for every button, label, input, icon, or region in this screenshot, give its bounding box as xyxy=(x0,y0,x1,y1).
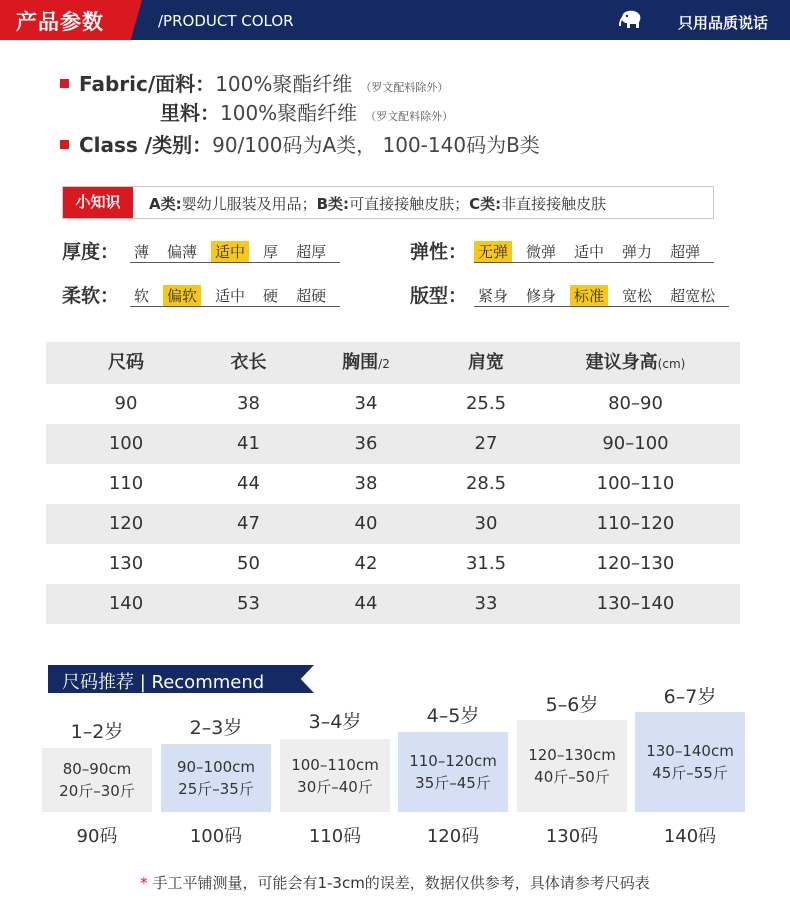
footnote-star: * xyxy=(140,874,148,892)
table-cell: 110–120 xyxy=(596,513,675,534)
lining-note: （罗文配料除外） xyxy=(365,110,454,123)
attr-option: 弹力 xyxy=(622,243,653,261)
attr-option: 薄 xyxy=(134,243,150,261)
header-chest-suffix: /2 xyxy=(378,357,390,371)
attr-option: 超宽松 xyxy=(670,287,716,305)
knowledge-text xyxy=(149,193,606,214)
recommend-age: 6–7岁 xyxy=(663,686,717,708)
recommend-size: 120码 xyxy=(426,826,480,847)
header-size: 尺码 xyxy=(108,352,144,373)
header-subtitle: /PRODUCT COLOR xyxy=(158,12,294,30)
footnote xyxy=(0,872,790,893)
knowledge-tag: 小知识 xyxy=(63,187,133,218)
red-bullet-icon xyxy=(60,140,69,149)
class-key: Class /类别： xyxy=(79,133,213,157)
table-cell: 50 xyxy=(237,553,260,574)
recommend-weight: 35斤–45斤 xyxy=(415,774,491,792)
table-cell: 130–140 xyxy=(596,593,675,614)
table-cell: 42 xyxy=(354,553,378,574)
attr-option: 宽松 xyxy=(622,287,653,305)
fabric-value: 100%聚酯纤维 xyxy=(215,72,353,96)
table-cell: 120 xyxy=(108,513,144,534)
table-cell: 25.5 xyxy=(465,393,507,414)
recommend-age: 3–4岁 xyxy=(308,711,362,733)
table-cell: 36 xyxy=(354,433,378,454)
table-cell: 30 xyxy=(474,513,498,534)
table-cell: 38 xyxy=(237,393,260,414)
header-length: 衣长 xyxy=(230,352,267,373)
elephant-icon xyxy=(618,9,644,31)
class-c-key: C类: xyxy=(469,195,502,213)
table-row xyxy=(46,544,740,584)
attr-option: 无弹 xyxy=(474,241,512,262)
recommend-age: 2–3岁 xyxy=(189,717,243,739)
recommend-size: 140码 xyxy=(663,826,717,847)
table-cell: 110 xyxy=(108,473,144,494)
lining-value: 100%聚酯纤维 xyxy=(220,101,358,125)
recommend-size: 90码 xyxy=(76,826,118,847)
recommend-age: 4–5岁 xyxy=(426,705,480,727)
header-chest-label: 胸围 xyxy=(342,352,379,373)
attr-option: 紧身 xyxy=(478,287,509,305)
attr-option: 超硬 xyxy=(296,287,327,305)
recommend-size: 130码 xyxy=(545,826,599,847)
attr-label: 厚度： xyxy=(62,241,120,263)
footnote-text: 手工平铺测量，可能会有1-3cm的误差，数据仅供参考，具体请参考尺码表 xyxy=(147,874,650,892)
attr-option: 适中 xyxy=(574,243,605,261)
table-cell: 90–100 xyxy=(602,433,669,454)
table-cell: 34 xyxy=(354,393,378,414)
recommend-age: 5–6岁 xyxy=(545,694,599,716)
knowledge-box xyxy=(62,186,714,219)
table-body xyxy=(46,384,740,624)
fabric-line xyxy=(60,68,448,97)
attr-option: 微弹 xyxy=(526,243,557,261)
attr-label: 柔软： xyxy=(62,285,120,307)
header-title: 产品参数 xyxy=(16,10,104,34)
fabric-key: Fabric/面料： xyxy=(79,72,216,96)
recommend-box xyxy=(42,748,152,812)
recommend-title: 尺码推荐 | Recommend xyxy=(62,672,265,693)
class-b-key: B类: xyxy=(316,195,350,213)
recommend-box xyxy=(161,744,271,812)
recommend-height: 110–120cm xyxy=(409,752,497,770)
recommend-size: 100码 xyxy=(189,826,243,847)
table-cell: 44 xyxy=(237,473,260,494)
recommend-size: 110码 xyxy=(308,826,362,847)
class-line xyxy=(60,129,540,158)
table-row xyxy=(46,464,740,504)
recommend-box xyxy=(398,732,508,812)
recommend-weight: 20斤–30斤 xyxy=(59,782,135,800)
recommend-age: 1–2岁 xyxy=(70,721,124,743)
recommend-height: 130–140cm xyxy=(646,742,734,760)
attr-option: 厚 xyxy=(263,243,279,261)
table-cell: 40 xyxy=(354,513,378,534)
header-bar xyxy=(0,0,790,40)
table-row xyxy=(46,584,740,624)
size-table xyxy=(46,342,740,624)
header-height-label: 建议身高 xyxy=(585,352,658,373)
table-cell: 100 xyxy=(108,433,144,454)
header-slogan: 只用品质说话 xyxy=(677,14,768,32)
attr-option: 超弹 xyxy=(670,243,701,261)
table-header-row xyxy=(46,342,740,384)
recommend-weight: 45斤–55斤 xyxy=(652,764,728,782)
table-cell: 80–90 xyxy=(608,393,663,414)
table-cell: 28.5 xyxy=(465,473,507,494)
table-cell: 100–110 xyxy=(596,473,675,494)
table-cell: 47 xyxy=(237,513,260,534)
attr-option: 软 xyxy=(134,287,150,305)
attr-label: 弹性： xyxy=(410,241,468,263)
recommend-box xyxy=(635,712,745,812)
recommend-box xyxy=(280,739,390,812)
table-cell: 90 xyxy=(114,393,138,414)
class-value: 90/100码为A类， 100-140码为B类 xyxy=(212,133,540,157)
attr-option: 偏薄 xyxy=(167,243,198,261)
recommend-weight: 30斤–40斤 xyxy=(297,777,373,796)
recommend-height: 120–130cm xyxy=(528,746,616,764)
table-row xyxy=(46,384,740,424)
attr-options xyxy=(130,241,340,263)
attr-options xyxy=(474,285,729,307)
lining-key: 里料： xyxy=(160,101,220,125)
recommend-height: 80–90cm xyxy=(62,760,132,778)
header-shoulder: 肩宽 xyxy=(468,352,504,373)
table-cell: 33 xyxy=(474,593,498,614)
attr-option: 修身 xyxy=(526,287,557,305)
recommend-height: 90–100cm xyxy=(176,758,256,776)
table-cell: 41 xyxy=(237,433,260,454)
class-a-key: A类: xyxy=(149,195,182,213)
recommend-weight: 40斤–50斤 xyxy=(534,768,610,786)
attr-option: 适中 xyxy=(215,287,246,305)
table-cell: 31.5 xyxy=(465,553,507,574)
attr-option: 硬 xyxy=(263,287,279,305)
header-chest xyxy=(291,342,441,384)
recommend-weight: 25斤–35斤 xyxy=(178,780,254,798)
lining-line xyxy=(160,97,453,126)
table-cell: 53 xyxy=(237,593,260,614)
table-row xyxy=(46,504,740,544)
red-bullet-icon xyxy=(60,79,69,88)
attr-option: 超厚 xyxy=(296,243,327,261)
attr-option: 适中 xyxy=(211,241,249,262)
table-cell: 130 xyxy=(108,553,144,574)
table-cell: 120–130 xyxy=(596,553,675,574)
header-height xyxy=(531,342,740,384)
attr-option: 标准 xyxy=(570,285,608,306)
header-height-suffix: (cm) xyxy=(657,357,686,371)
recommend-box xyxy=(517,720,627,812)
table-cell: 44 xyxy=(354,593,378,614)
class-c-value: 非直接接触皮肤 xyxy=(501,195,607,213)
class-b-value: 可直接接触皮肤； xyxy=(349,195,470,213)
attr-option: 偏软 xyxy=(163,285,201,306)
attr-label: 版型： xyxy=(410,285,468,307)
attr-options xyxy=(130,285,340,307)
table-cell: 38 xyxy=(354,473,378,494)
table-cell: 140 xyxy=(108,593,144,614)
table-cell: 27 xyxy=(474,433,498,454)
attr-options xyxy=(474,241,714,263)
table-row xyxy=(46,424,740,464)
recommend-height: 100–110cm xyxy=(291,755,379,774)
class-a-value: 婴幼儿服装及用品； xyxy=(181,195,317,213)
fabric-note: （罗文配料除外） xyxy=(360,81,449,94)
